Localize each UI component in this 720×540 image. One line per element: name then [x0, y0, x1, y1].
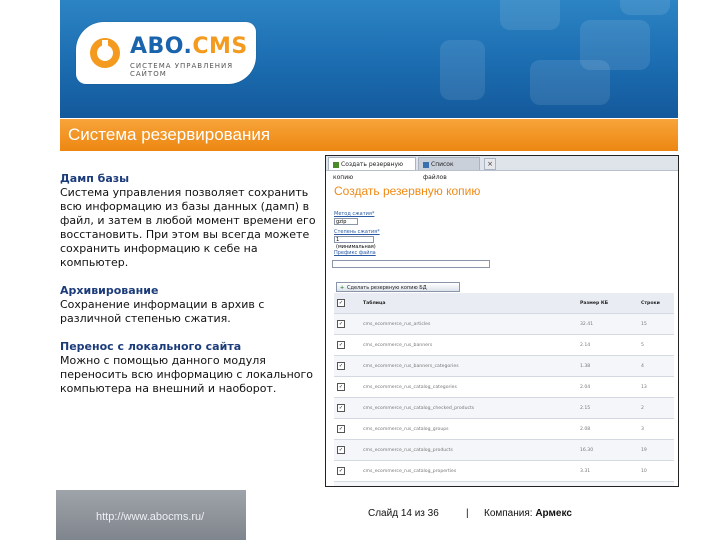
row-size: 3.31: [577, 461, 638, 482]
table-row: [334, 419, 674, 440]
row-table-name: cms_ecommerce_rus_banners_categories: [360, 356, 577, 377]
row-checkbox[interactable]: ✓: [338, 363, 344, 369]
tab-file-list[interactable]: Список файлов: [418, 157, 480, 170]
header-left-margin: [0, 0, 60, 118]
row-checkbox[interactable]: ✓: [338, 468, 344, 474]
header-right-margin: [678, 0, 720, 118]
tab-bar: [326, 156, 678, 181]
section-archive: [60, 284, 322, 326]
row-checkbox[interactable]: ✓: [338, 426, 344, 432]
table-row: [334, 461, 674, 482]
tab-create-backup[interactable]: Создать резервную копию: [328, 157, 416, 170]
close-tab-icon[interactable]: ×: [484, 158, 496, 170]
row-checkbox[interactable]: ✓: [338, 447, 344, 453]
compression-method-label: Метод сжатия*: [334, 211, 375, 217]
row-size: 2.14: [577, 335, 638, 356]
select-all-checkbox[interactable]: ✓: [338, 300, 344, 306]
logo-subtitle: СИСТЕМА УПРАВЛЕНИЯ САЙТОМ: [130, 62, 234, 78]
table-row: [334, 440, 674, 461]
footer-url[interactable]: http://www.abocms.ru/: [96, 511, 205, 523]
compression-method-select[interactable]: gzip: [334, 218, 358, 225]
row-count: 5: [638, 335, 674, 356]
section-heading: Перенос с локального сайта: [60, 340, 242, 353]
row-count: [638, 482, 674, 488]
row-checkbox[interactable]: ✓: [338, 384, 344, 390]
logo-title: ABO.CMS: [130, 34, 248, 59]
backup-heading: Создать резервную копию: [334, 184, 481, 198]
row-table-name: cms_ecommerce_rus_catalog_properties: [360, 461, 577, 482]
table-row: [334, 482, 674, 488]
abocms-logo: [76, 22, 256, 84]
section-body: Система управления позволяет сохранить всю информацию из базы данных (дамп) в файл, и затем в любой момент времени его восстановить. При этом вы всегда можете сохранить информацию к себе на компьютер.: [60, 186, 316, 269]
table-row: [334, 356, 674, 377]
slide-title-bar: [60, 119, 678, 151]
row-count: 13: [638, 377, 674, 398]
row-checkbox[interactable]: ✓: [338, 342, 344, 348]
row-count: 19: [638, 440, 674, 461]
footer-separator: |: [466, 508, 469, 519]
backup-screenshot: [325, 155, 679, 487]
file-prefix-input[interactable]: [332, 260, 490, 268]
section-body: Сохранение информации в архив с различной степенью сжатия.: [60, 298, 265, 325]
section-heading: Дамп базы: [60, 172, 130, 185]
compression-degree-select[interactable]: 1 (минимальная): [336, 237, 376, 250]
section-dump: [60, 172, 322, 270]
row-table-name: cms_ecommerce_rus_banners: [360, 335, 577, 356]
row-size: 2.08: [577, 419, 638, 440]
logo-mark-icon: [88, 36, 122, 70]
file-prefix-label: Префикс файла: [334, 250, 376, 256]
slide-title: Система резервирования: [68, 125, 271, 144]
column-size: Размер КБ: [577, 293, 638, 314]
table-row: [334, 398, 674, 419]
slide-number: Слайд 14 из 36: [368, 508, 439, 519]
row-count: 3: [638, 419, 674, 440]
row-checkbox[interactable]: ✓: [338, 405, 344, 411]
row-size: 1.38: [577, 356, 638, 377]
backup-icon: [333, 162, 339, 168]
files-icon: [423, 162, 429, 168]
footer-company: [484, 508, 572, 519]
feature-text-column: [60, 172, 322, 410]
column-rows: Строки: [638, 293, 674, 314]
section-heading: Архивирование: [60, 284, 159, 297]
company-label: Компания:: [484, 508, 533, 519]
row-table-name: [360, 482, 577, 488]
row-count: 15: [638, 314, 674, 335]
section-body: Можно с помощью данного модуля переносить всю информацию с локального компьютера на внешний и наоборот.: [60, 354, 314, 395]
table-row: [334, 335, 674, 356]
row-size: 2.04: [577, 377, 638, 398]
row-table-name: cms_ecommerce_rus_catalog_products: [360, 440, 577, 461]
row-table-name: cms_ecommerce_rus_articles: [360, 314, 577, 335]
table-row: [334, 314, 674, 335]
row-size: 2.15: [577, 398, 638, 419]
make-backup-button[interactable]: + Сделать резервную копию БД: [336, 282, 460, 292]
row-table-name: cms_ecommerce_rus_catalog_categories: [360, 377, 577, 398]
compression-degree-label: Степень сжатия*: [334, 229, 380, 235]
tables-list: [334, 293, 674, 487]
footer-url-banner: [56, 490, 246, 540]
row-size: 32.41: [577, 314, 638, 335]
row-count: 4: [638, 356, 674, 377]
row-count: 10: [638, 461, 674, 482]
table-row: [334, 377, 674, 398]
company-name: Армекс: [535, 508, 572, 519]
row-size: [577, 482, 638, 488]
row-size: 16.30: [577, 440, 638, 461]
plus-icon: +: [340, 285, 345, 291]
column-table: Таблица: [360, 293, 577, 314]
row-checkbox[interactable]: ✓: [338, 321, 344, 327]
row-table-name: cms_ecommerce_rus_catalog_checked_products: [360, 398, 577, 419]
row-count: 2: [638, 398, 674, 419]
section-transfer: [60, 340, 322, 396]
row-table-name: cms_ecommerce_rus_catalog_groups: [360, 419, 577, 440]
table-header-row: [334, 293, 674, 314]
